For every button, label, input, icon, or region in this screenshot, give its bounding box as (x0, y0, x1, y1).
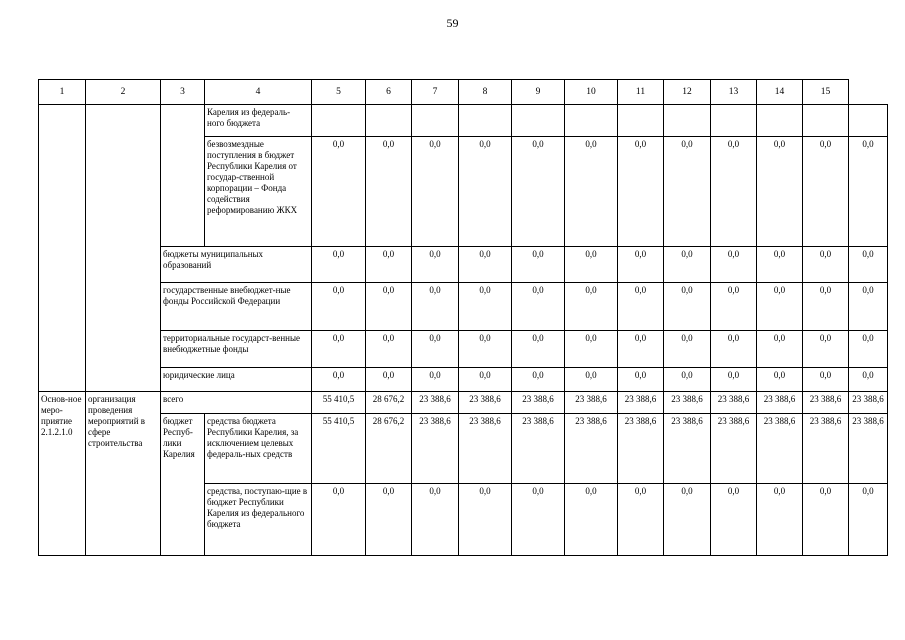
value-cell: 23 388,6 (459, 414, 512, 484)
source-cell: территориальные государст-венные внебюджетные фонды (161, 331, 312, 368)
value-cell (459, 105, 512, 137)
column-header: 3 (161, 80, 205, 105)
value-cell: 0,0 (849, 247, 888, 283)
value-cell: 0,0 (803, 247, 849, 283)
value-cell: 0,0 (711, 331, 757, 368)
source-cell: Карелия из федераль- ного бюджета (205, 105, 312, 137)
value-cell: 0,0 (849, 368, 888, 392)
col2-continuation (86, 105, 161, 392)
source-cell: средства бюджета Республики Карелия, за исключением целевых федераль-ных средств (205, 414, 312, 484)
value-cell: 0,0 (618, 484, 664, 556)
value-cell: 0,0 (757, 137, 803, 247)
value-cell (711, 105, 757, 137)
value-cell: 0,0 (849, 331, 888, 368)
value-cell: 0,0 (412, 331, 459, 368)
value-cell: 0,0 (565, 247, 618, 283)
value-cell: 0,0 (565, 137, 618, 247)
value-cell: 23 388,6 (565, 414, 618, 484)
column-header: 13 (711, 80, 757, 105)
value-cell: 0,0 (757, 331, 803, 368)
column-header: 4 (205, 80, 312, 105)
value-cell: 0,0 (664, 137, 711, 247)
value-cell: 23 388,6 (757, 392, 803, 414)
table-row (39, 331, 888, 368)
value-cell: 23 388,6 (618, 414, 664, 484)
value-cell: 0,0 (412, 137, 459, 247)
value-cell: 23 388,6 (757, 414, 803, 484)
value-cell: 0,0 (803, 283, 849, 331)
table-row (39, 368, 888, 392)
value-cell: 23 388,6 (803, 392, 849, 414)
value-cell: 55 410,5 (312, 392, 366, 414)
value-cell: 0,0 (664, 368, 711, 392)
value-cell (412, 105, 459, 137)
column-header: 6 (366, 80, 412, 105)
source-cell: безвозмездные поступления в бюджет Республики Карелия от государ-ственной корпорации – Фонда содействия реформированию ЖКХ (205, 137, 312, 247)
value-cell: 0,0 (757, 283, 803, 331)
value-cell: 23 388,6 (412, 392, 459, 414)
value-cell: 0,0 (618, 137, 664, 247)
value-cell: 0,0 (512, 137, 565, 247)
table-row (39, 105, 888, 137)
source-cell: средства, поступаю-щие в бюджет Республики Карелия из федерального бюджета (205, 484, 312, 556)
column-header: 15 (803, 80, 849, 105)
value-cell: 0,0 (757, 368, 803, 392)
value-cell: 23 388,6 (711, 414, 757, 484)
value-cell: 0,0 (459, 484, 512, 556)
column-header: 7 (412, 80, 459, 105)
value-cell (366, 105, 412, 137)
column-header: 14 (757, 80, 803, 105)
value-cell: 0,0 (512, 484, 565, 556)
value-cell: 0,0 (312, 331, 366, 368)
value-cell: 0,0 (512, 368, 565, 392)
value-cell: 0,0 (711, 484, 757, 556)
column-header: 11 (618, 80, 664, 105)
column-header: 5 (312, 80, 366, 105)
value-cell: 0,0 (459, 247, 512, 283)
value-cell: 0,0 (366, 283, 412, 331)
value-cell: 28 676,2 (366, 414, 412, 484)
table-row (39, 283, 888, 331)
value-cell: 0,0 (618, 283, 664, 331)
column-header: 9 (512, 80, 565, 105)
table-row (39, 414, 888, 484)
value-cell: 0,0 (618, 368, 664, 392)
value-cell: 0,0 (512, 247, 565, 283)
value-cell (618, 105, 664, 137)
value-cell: 0,0 (366, 247, 412, 283)
value-cell: 0,0 (412, 283, 459, 331)
value-cell: 0,0 (412, 368, 459, 392)
value-cell: 23 388,6 (618, 392, 664, 414)
source-group-continuation (161, 105, 205, 247)
value-cell: 23 388,6 (711, 392, 757, 414)
value-cell: 0,0 (312, 247, 366, 283)
value-cell (803, 105, 849, 137)
value-cell (312, 105, 366, 137)
value-cell: 23 388,6 (412, 414, 459, 484)
event-code: Основ-ное меро-приятие 2.1.2.1.0 (39, 392, 86, 556)
value-cell: 0,0 (512, 283, 565, 331)
value-cell: 0,0 (366, 484, 412, 556)
value-cell: 23 388,6 (565, 392, 618, 414)
value-cell: 0,0 (618, 331, 664, 368)
column-header: 2 (86, 80, 161, 105)
value-cell: 0,0 (312, 368, 366, 392)
column-header: 8 (459, 80, 512, 105)
value-cell: 0,0 (312, 484, 366, 556)
value-cell: 0,0 (366, 137, 412, 247)
value-cell: 23 388,6 (803, 414, 849, 484)
value-cell: 23 388,6 (849, 392, 888, 414)
value-cell: 0,0 (664, 331, 711, 368)
source-cell: государственные внебюджет-ные фонды Российской Федерации (161, 283, 312, 331)
value-cell: 0,0 (711, 247, 757, 283)
value-cell: 23 388,6 (459, 392, 512, 414)
source-group: бюджет Респуб-лики Карелия (161, 414, 205, 556)
value-cell: 0,0 (312, 283, 366, 331)
value-cell: 0,0 (849, 137, 888, 247)
value-cell: 0,0 (412, 484, 459, 556)
source-cell: бюджеты муниципальных образований (161, 247, 312, 283)
value-cell (565, 105, 618, 137)
value-cell: 23 388,6 (664, 392, 711, 414)
value-cell: 0,0 (565, 368, 618, 392)
value-cell: 0,0 (366, 368, 412, 392)
column-header: 12 (664, 80, 711, 105)
value-cell: 0,0 (849, 283, 888, 331)
budget-table (38, 79, 888, 556)
value-cell: 0,0 (757, 247, 803, 283)
value-cell: 0,0 (849, 484, 888, 556)
value-cell: 0,0 (803, 331, 849, 368)
table-row (39, 247, 888, 283)
value-cell: 0,0 (618, 247, 664, 283)
value-cell: 0,0 (711, 283, 757, 331)
value-cell (664, 105, 711, 137)
value-cell: 0,0 (412, 247, 459, 283)
value-cell: 0,0 (711, 137, 757, 247)
source-cell: всего (161, 392, 312, 414)
value-cell: 0,0 (757, 484, 803, 556)
value-cell: 0,0 (711, 368, 757, 392)
value-cell: 28 676,2 (366, 392, 412, 414)
value-cell: 0,0 (803, 484, 849, 556)
column-header: 1 (39, 80, 86, 105)
page-number: 59 (446, 16, 459, 30)
value-cell: 0,0 (803, 137, 849, 247)
value-cell: 0,0 (459, 137, 512, 247)
value-cell: 0,0 (459, 331, 512, 368)
column-header: 10 (565, 80, 618, 105)
source-cell: юридические лица (161, 368, 312, 392)
col1-continuation (39, 105, 86, 392)
value-cell: 55 410,5 (312, 414, 366, 484)
table-row (39, 392, 888, 414)
header-row (39, 80, 888, 105)
value-cell: 0,0 (312, 137, 366, 247)
value-cell (757, 105, 803, 137)
value-cell: 0,0 (565, 484, 618, 556)
value-cell: 23 388,6 (512, 392, 565, 414)
value-cell: 23 388,6 (664, 414, 711, 484)
value-cell: 23 388,6 (849, 414, 888, 484)
value-cell: 0,0 (459, 283, 512, 331)
value-cell: 0,0 (459, 368, 512, 392)
value-cell: 0,0 (512, 331, 565, 368)
value-cell: 0,0 (565, 283, 618, 331)
value-cell: 0,0 (664, 247, 711, 283)
value-cell: 23 388,6 (512, 414, 565, 484)
value-cell: 0,0 (565, 331, 618, 368)
value-cell (849, 105, 888, 137)
value-cell: 0,0 (664, 283, 711, 331)
value-cell: 0,0 (664, 484, 711, 556)
value-cell: 0,0 (366, 331, 412, 368)
value-cell (512, 105, 565, 137)
value-cell: 0,0 (803, 368, 849, 392)
event-name: организация проведения мероприятий в сфере строительства (86, 392, 161, 556)
